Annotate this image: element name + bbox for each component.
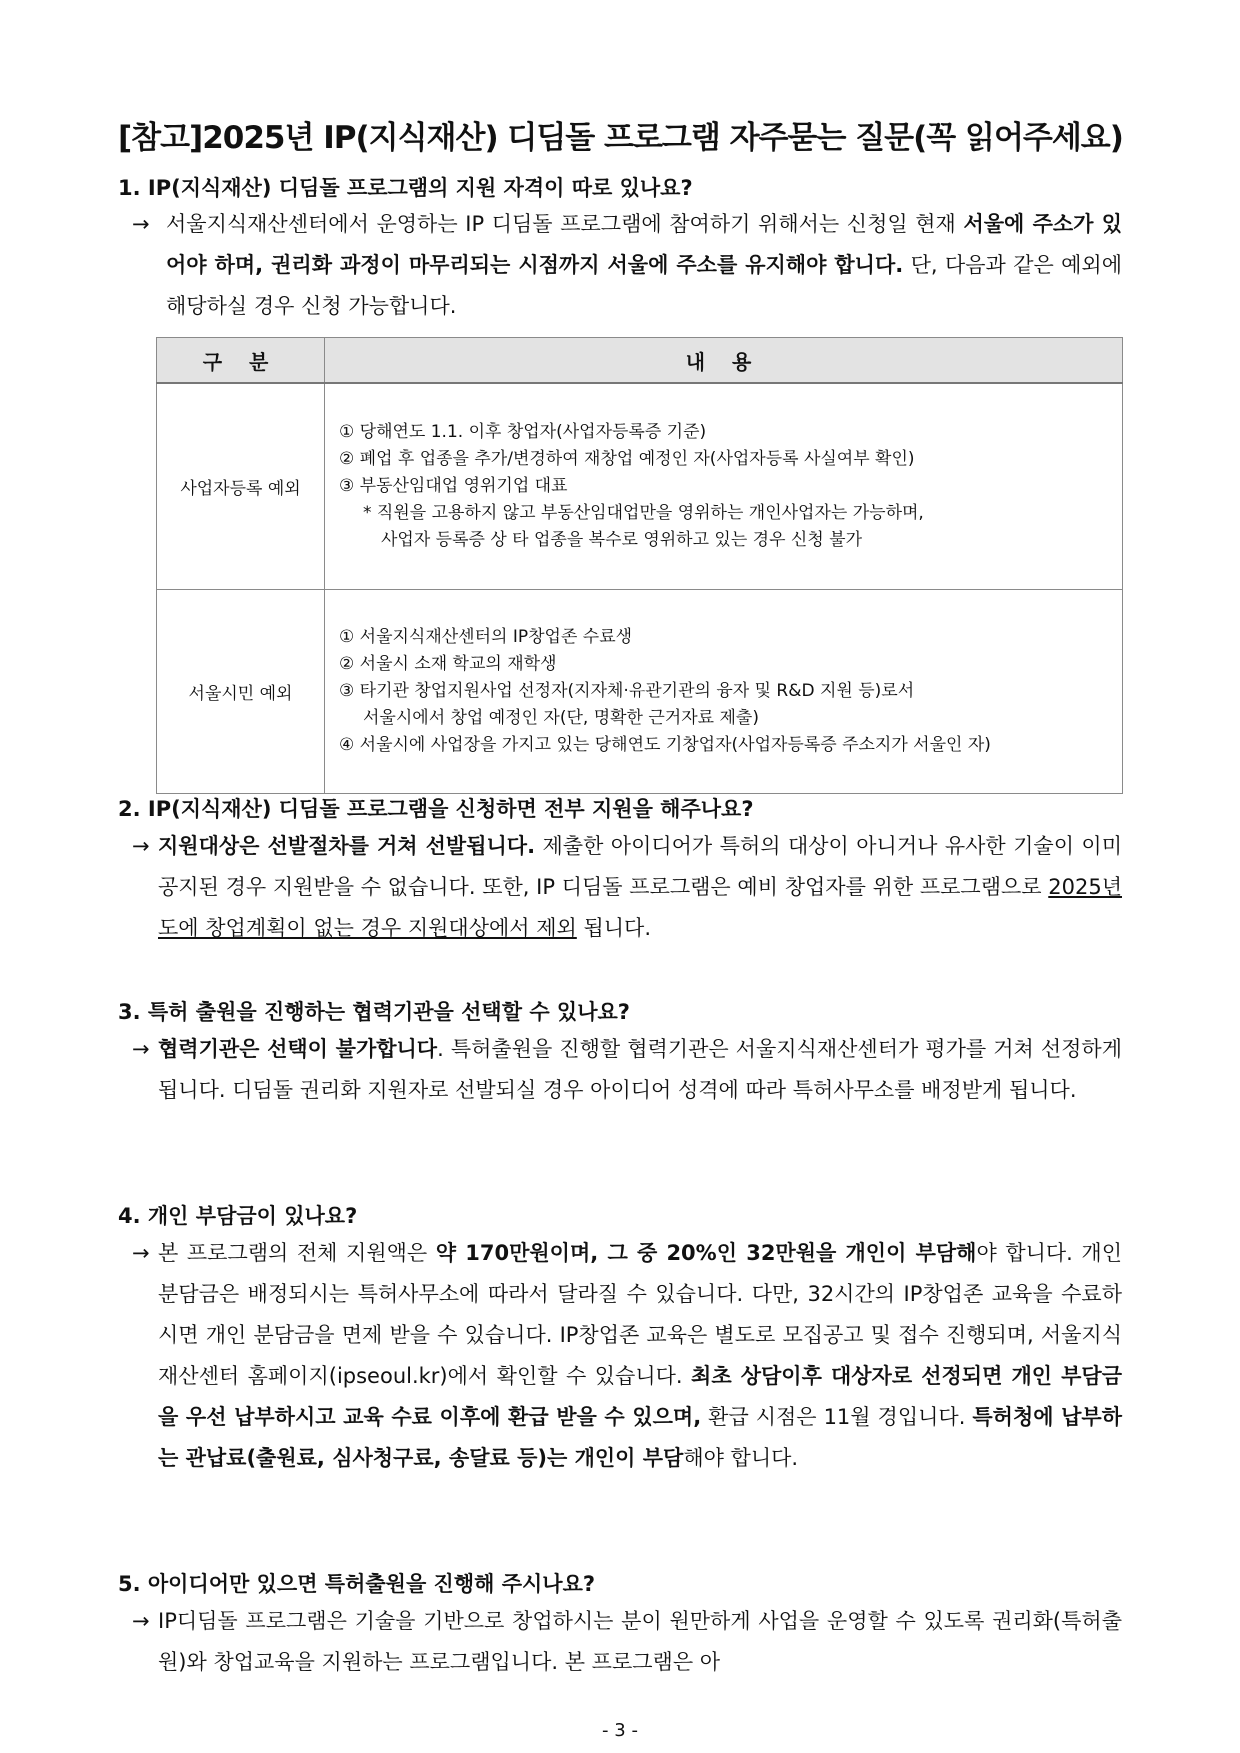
answer-5: → IP디딤돌 프로그램은 기술을 기반으로 창업하시는 분이 원만하게 사업을 운영할 수 있도록 권리화(특허출원)와 창업교육을 지원하는 프로그램입니다. 본 프로그램은 아 (132, 1601, 1122, 1683)
answer-4: → 본 프로그램의 전체 지원액은 약 170만원이며, 그 중 20%인 32만원을 개인이 부담해야 합니다. 개인 분담금은 배정되시는 특허사무소에 따라서 달라질 수 있습니다. 다만, 32시간의 IP창업존 교육을 수료하시면 개인 분담금을 면제 받을 수 있습니다. IP창업존 교육은 별도로 모집공고 및 접수 진행되며, 서울지식재산센터 홈페이지(ipseoul.kr)에서 확인할 수 있습니다. 최초 상담이후 대상자로 선정되면 개인 부담금을 우선 납부하시고 교육 수료 이후에 환급 받을 수 있으며, 환급 시점은 11월 경입니다. 특허청에 납부하는 관납료(출원료, 심사청구료, 송달료 등)는 개인이 부담해야 합니다. (132, 1233, 1122, 1479)
arrow-icon: → (132, 212, 150, 236)
answer-3: → 협력기관은 선택이 불가합니다. 특허출원을 진행할 협력기관은 서울지식재산센터가 평가를 거쳐 선정하게 됩니다. 디딤돌 권리화 지원자로 선발되실 경우 아이디어 성격에 따라 특허사무소를 배정받게 됩니다. (132, 1029, 1122, 1111)
arrow-icon: → (132, 1241, 150, 1265)
question-2: 2. IP(지식재산) 디딤돌 프로그램을 신청하면 전부 지원을 해주나요? (118, 797, 754, 821)
table-header-category: 구 분 (157, 338, 325, 384)
question-5: 5. 아이디어만 있으면 특허출원을 진행해 주시나요? (118, 1572, 596, 1596)
row-category: 서울시민 예외 (157, 590, 325, 794)
arrow-icon: → (132, 834, 150, 858)
row-category: 사업자등록 예외 (157, 383, 325, 590)
answer-2: → 지원대상은 선발절차를 거쳐 선발됩니다. 제출한 아이디어가 특허의 대상이 아니거나 유사한 기술이 이미 공지된 경우 지원받을 수 없습니다. 또한, IP 디딤돌 프로그램은 예비 창업자를 위한 프로그램으로 2025년도에 창업계획이 없는 경우 지원대상에서 제외 됩니다. (132, 826, 1122, 949)
answer-1: → 서울지식재산센터에서 운영하는 IP 디딤돌 프로그램에 참여하기 위해서는 신청일 현재 서울에 주소가 있어야 하며, 권리화 과정이 마무리되는 시점까지 서울에 주소를 유지해야 합니다. 단, 다음과 같은 예외에 해당하실 경우 신청 가능합니다. (132, 204, 1122, 327)
page-number: - 3 - (602, 1720, 638, 1741)
question-1: 1. IP(지식재산) 디딤돌 프로그램의 지원 자격이 따로 있나요? (118, 176, 693, 200)
arrow-icon: → (132, 1609, 150, 1633)
question-3: 3. 특허 출원을 진행하는 협력기관을 선택할 수 있나요? (118, 1000, 630, 1024)
arrow-icon: → (132, 1037, 150, 1061)
exception-table (156, 337, 1123, 794)
question-4: 4. 개인 부담금이 있나요? (118, 1204, 358, 1228)
row-content: ① 서울지식재산센터의 IP창업존 수료생 ② 서울시 소재 학교의 재학생 ③ 타기관 창업지원사업 선정자(지자체·유관기관의 융자 및 R&D 지원 등)로서 서울시에서 창업 예정인 자(단, 명확한 근거자료 제출) ④ 서울시에 사업장을 가지고 있는 당해연도 기창업자(사업자등록증 주소지가 서울인 자) (325, 590, 1123, 794)
table-header-content: 내 용 (325, 338, 1123, 384)
table-row (157, 590, 1123, 794)
row-content: ① 당해연도 1.1. 이후 창업자(사업자등록증 기준) ② 폐업 후 업종을 추가/변경하여 재창업 예정인 자(사업자등록 사실여부 확인) ③ 부동산임대업 영위기업 대표 * 직원을 고용하지 않고 부동산임대업만을 영위하는 개인사업자는 가능하며, 사업자 등록증 상 타 업종을 복수로 영위하고 있는 경우 신청 불가 (325, 383, 1123, 590)
table-row (157, 383, 1123, 590)
page-title: [참고]2025년 IP(지식재산) 디딤돌 프로그램 자주묻는 질문(꼭 읽어주세요) (118, 120, 1123, 156)
